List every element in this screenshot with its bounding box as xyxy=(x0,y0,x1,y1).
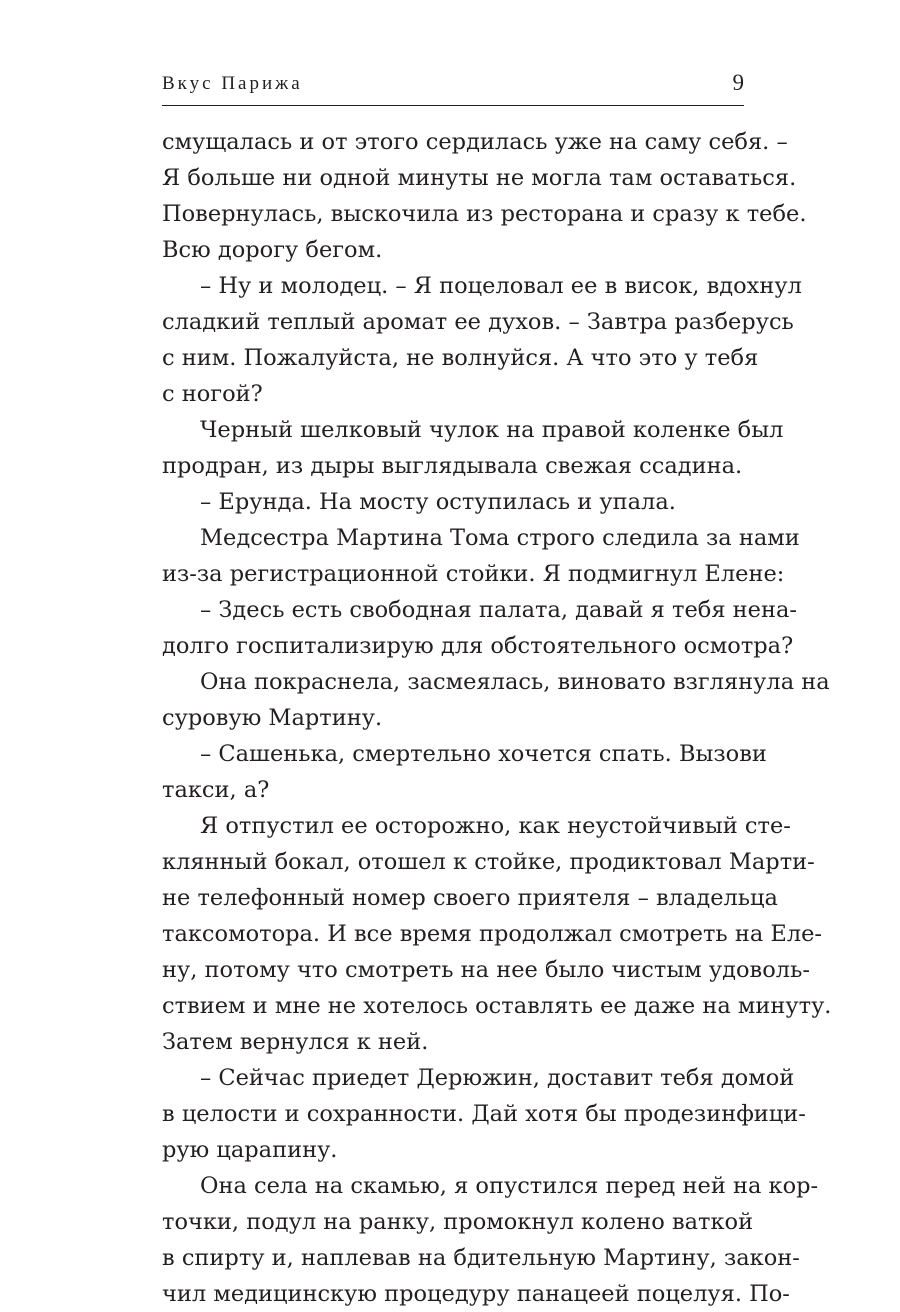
text-line: Она покраснела, засмеялась, виновато взглянула на xyxy=(200,669,830,695)
text-line: точки, подул на ранку, промокнул колено ваткой xyxy=(162,1209,754,1235)
text-line: клянный бокал, отошел к стойке, продиктовал Марти- xyxy=(162,849,815,875)
text-line: – Сейчас приедет Дерюжин, доставит тебя домой xyxy=(200,1065,795,1091)
text-line: сладкий теплый аромат ее духов. – Завтра разберусь xyxy=(162,309,794,335)
text-line: – Сашенька, смертельно хочется спать. Вызови xyxy=(200,741,767,767)
running-header xyxy=(162,68,744,98)
text-line: Я отпустил ее осторожно, как неустойчивый сте- xyxy=(200,813,791,839)
text-line: – Здесь есть свободная палата, давай я тебя нена- xyxy=(200,597,797,623)
text-line: с ним. Пожалуйста, не волнуйся. А что это у тебя xyxy=(162,345,759,371)
text-line: Черный шелковый чулок на правой коленке был xyxy=(200,417,784,443)
running-title: Вкус Парижа xyxy=(162,73,303,94)
text-line: ну, потому что смотреть на нее было чистым удоволь- xyxy=(162,957,810,983)
text-line: смущалась и от этого сердилась уже на саму себя. – xyxy=(162,129,788,155)
text-line: Она села на скамью, я опустился перед ней на кор- xyxy=(200,1173,819,1199)
text-line: Повернулась, выскочила из ресторана и сразу к тебе. xyxy=(162,201,807,227)
text-line: долго госпитализирую для обстоятельного осмотра? xyxy=(162,633,794,659)
text-line: таксомотора. И все время продолжал смотреть на Еле- xyxy=(162,921,823,947)
text-line: Затем вернулся к ней. xyxy=(162,1029,429,1055)
text-line: чил медицинскую процедуру панацеей поцелуя. По- xyxy=(162,1281,790,1307)
text-line: Медсестра Мартина Тома строго следила за нами xyxy=(200,525,800,551)
text-line: в целости и сохранности. Дай хотя бы продезинфици- xyxy=(162,1101,806,1127)
text-line: из-за регистрационной стойки. Я подмигнул Елене: xyxy=(162,561,785,587)
text-line: суровую Мартину. xyxy=(162,705,383,731)
text-line: такси, а? xyxy=(162,777,270,803)
text-line: Всю дорогу бегом. xyxy=(162,237,383,263)
header-rule xyxy=(162,105,744,106)
text-line: рую царапину. xyxy=(162,1137,338,1163)
text-line: – Ерунда. На мосту оступилась и упала. xyxy=(200,489,676,515)
text-line: ствием и мне не хотелось оставлять ее даже на минуту. xyxy=(162,993,832,1019)
page-number: 9 xyxy=(732,70,744,95)
text-line: продран, из дыры выглядывала свежая ссадина. xyxy=(162,453,743,479)
text-line: – Ну и молодец. – Я поцеловал ее в висок, вдохнул xyxy=(200,273,802,299)
text-line: Я больше ни одной минуты не могла там оставаться. xyxy=(162,165,797,191)
text-line: не телефонный номер своего приятеля – владельца xyxy=(162,885,778,911)
body-text xyxy=(162,124,832,1312)
text-line: в спирту и, наплевав на бдительную Мартину, закон- xyxy=(162,1245,800,1271)
text-line: с ногой? xyxy=(162,381,263,407)
